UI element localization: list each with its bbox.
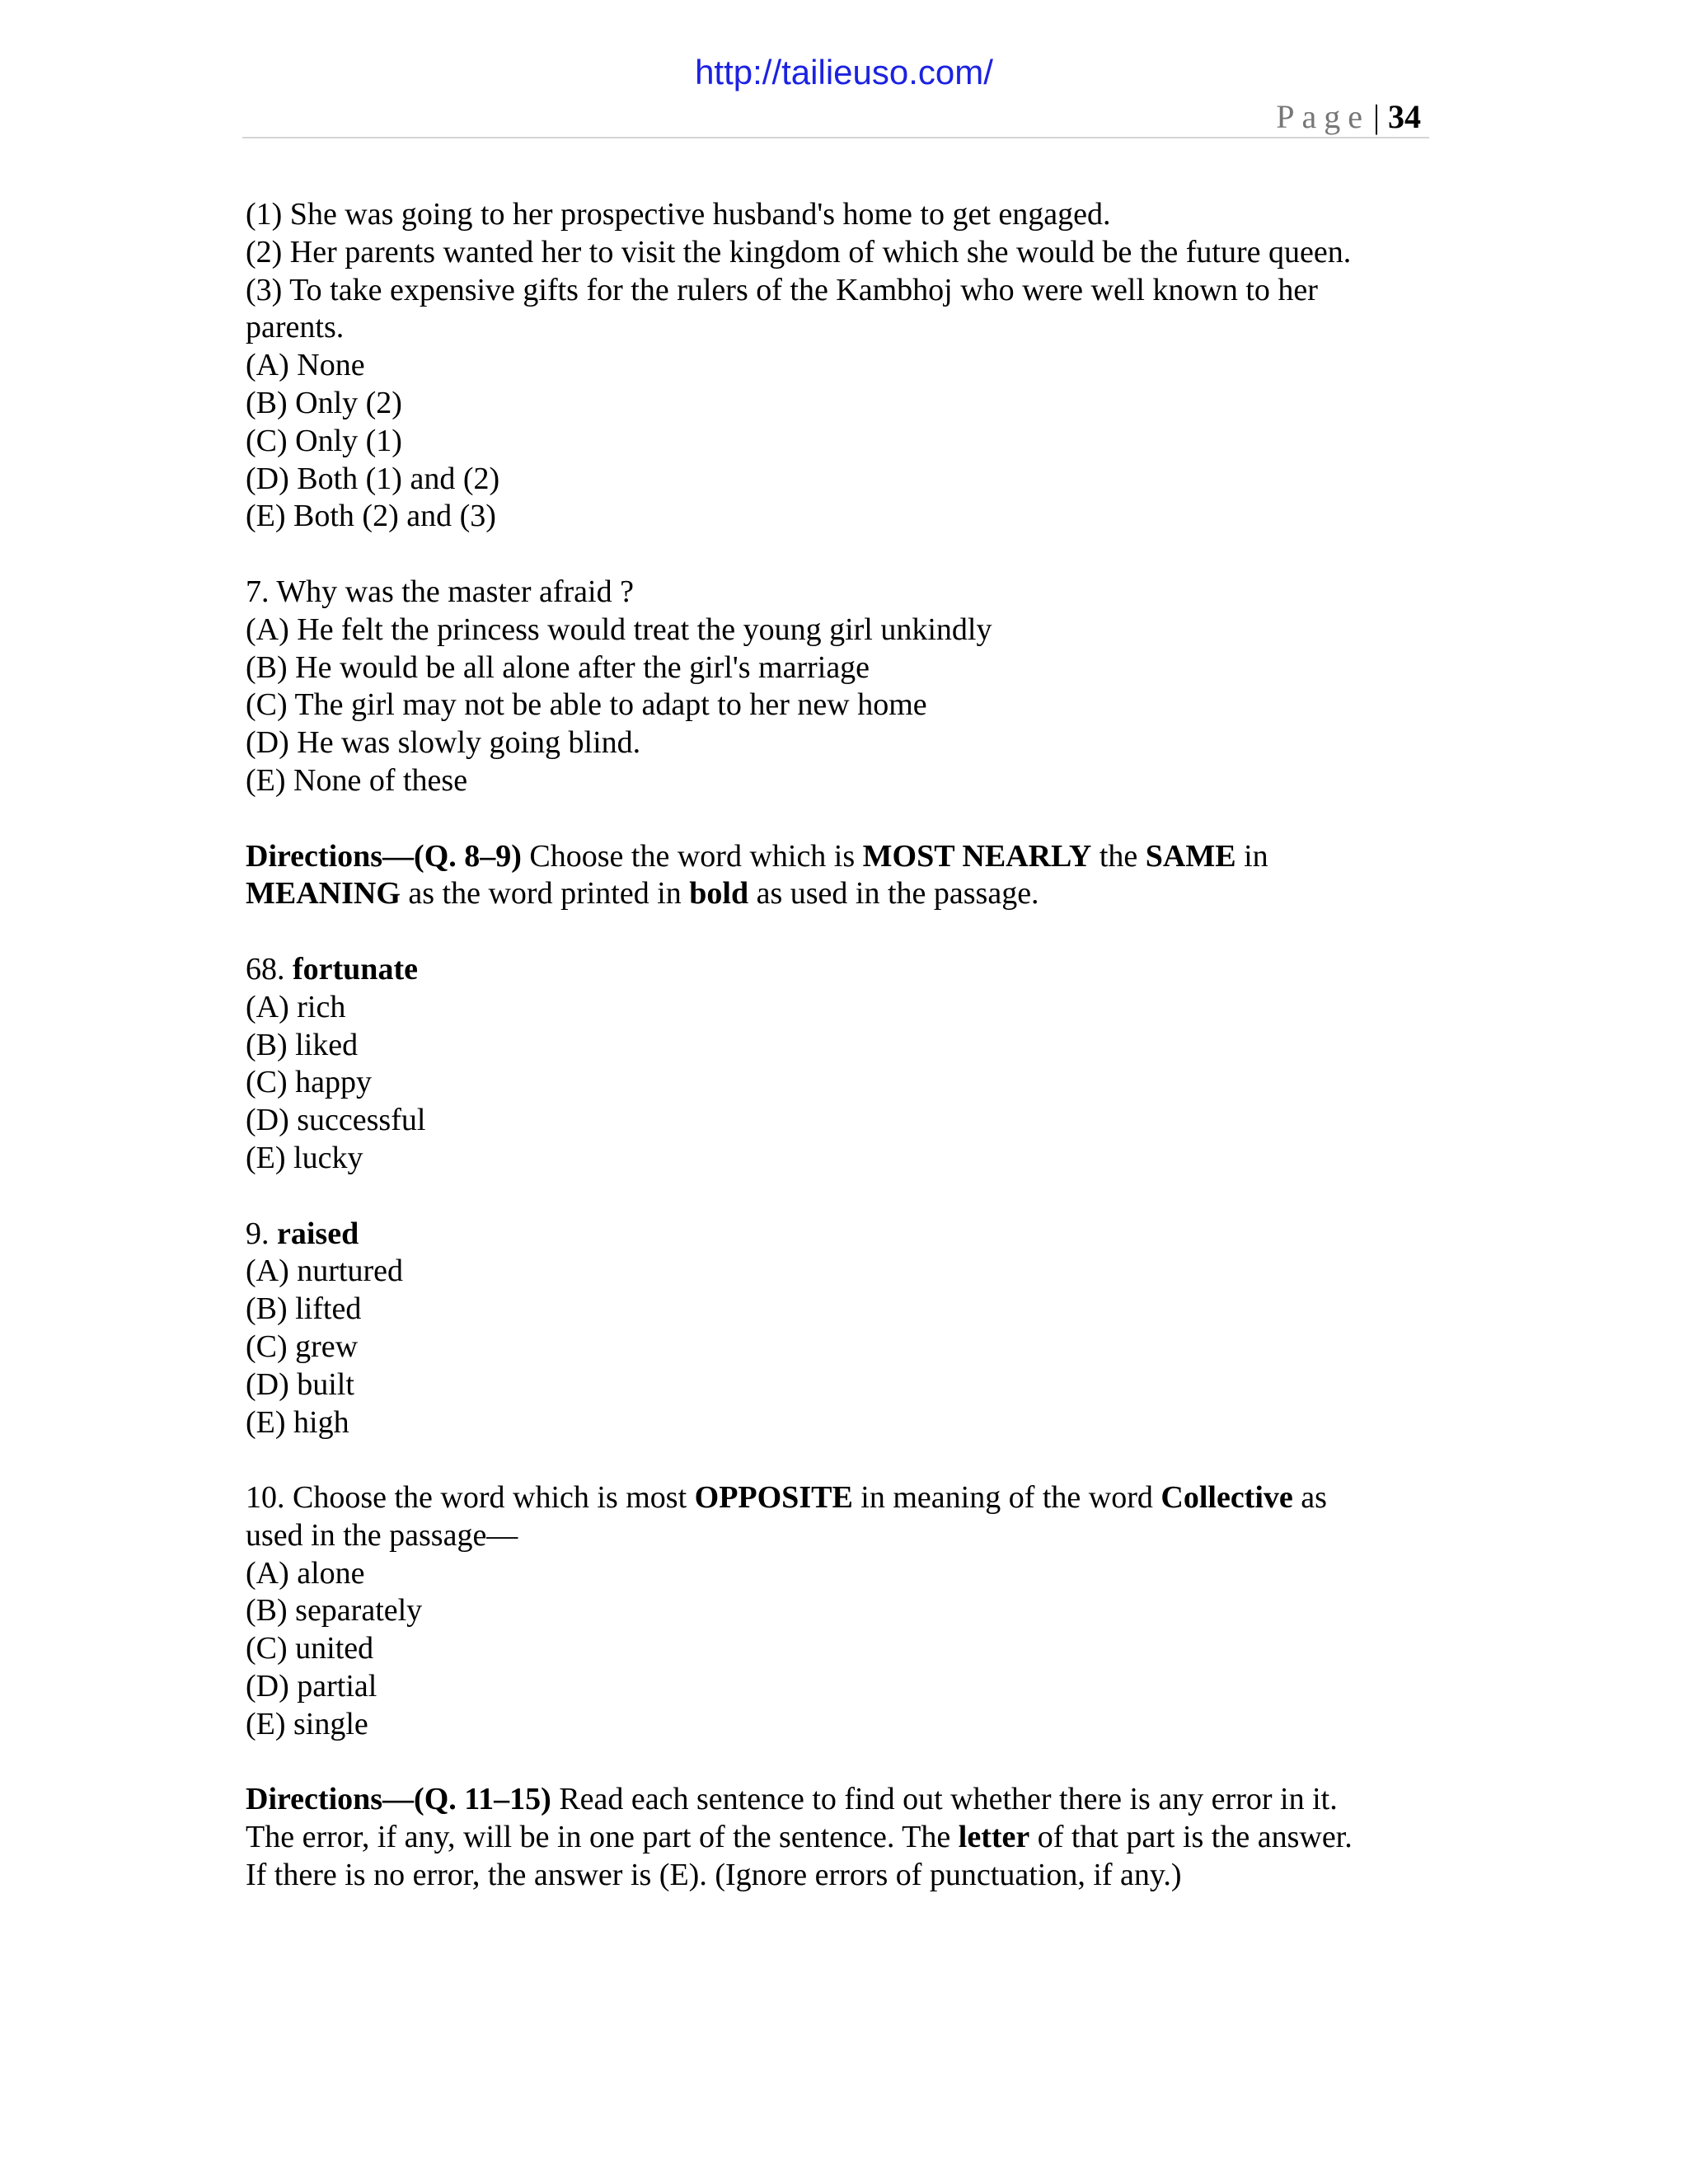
page-number [1276,97,1421,136]
bold-word: raised [277,1216,359,1251]
option-b: (B) separately [246,1593,423,1629]
document-body [246,196,1432,1895]
option-c: (C) The girl may not be able to adapt to her new home [246,687,927,723]
question-8 [246,951,1432,1178]
option-b: (B) He would be all alone after the girl's marriage [246,649,870,685]
option-c: (C) happy [246,1065,373,1100]
directions-8-9: Directions—(Q. 8–9) Choose the word which is MOST NEARLY the SAME in MEANING as the word printed in bold as used in the passage. [246,838,1268,912]
option-e: (E) single [246,1706,368,1741]
page-separator: | [1372,98,1380,135]
statement-2: (2) Her parents wanted her to visit the kingdom of which she would be the future queen. [246,234,1352,269]
question-7 [246,574,1432,800]
option-a: (A) alone [246,1555,365,1591]
q6-options [246,196,1432,536]
option-d: (D) successful [246,1103,426,1138]
directions-11-15: Directions—(Q. 11–15) Read each sentence to find out whether there is any error in it. The error, if any, will be in one part of the sentence. The letter of that part is the answer. If there is no error, the answer is (E). (Ignore errors of punctuation, if any.) [246,1782,1353,1893]
option-e: (E) Both (2) and (3) [246,499,496,534]
option-c: (C) grew [246,1329,359,1364]
question-text-continued: used in the passage— [246,1517,518,1553]
option-b: (B) lifted [246,1291,362,1327]
option-e: (E) high [246,1404,349,1440]
statement-1: (1) She was going to her prospective husband's home to get engaged. [246,197,1111,232]
option-a: (A) He felt the princess would treat the young girl unkindly [246,612,992,647]
question-text: 7. Why was the master afraid ? [246,574,634,609]
page-label: Page [1276,98,1370,135]
page-number-value: 34 [1388,98,1421,135]
option-d: (D) partial [246,1669,377,1704]
question-text: 9. raised [246,1216,359,1251]
directions-label: Directions—(Q. 11–15) [246,1782,551,1817]
option-b: (B) liked [246,1027,359,1062]
header-url-link[interactable]: http://tailieuso.com/ [695,53,993,91]
question-text: 68. fortunate [246,951,418,987]
header-divider [242,137,1429,138]
option-d: (D) He was slowly going blind. [246,725,641,761]
question-10 [246,1479,1432,1744]
question-9 [246,1216,1432,1442]
bold-word: fortunate [293,951,418,987]
option-e: (E) None of these [246,762,468,798]
option-a: (A) None [246,348,365,383]
statement-3-continued: parents. [246,310,345,345]
option-a: (A) rich [246,989,346,1024]
option-c: (C) united [246,1631,374,1666]
option-e: (E) lucky [246,1140,363,1175]
statement-3: (3) To take expensive gifts for the rulers of the Kambhoj who were well known to her [246,272,1318,307]
option-d: (D) built [246,1366,354,1402]
option-a: (A) nurtured [246,1254,403,1289]
directions-label: Directions—(Q. 8–9) [246,838,522,874]
option-b: (B) Only (2) [246,385,402,420]
option-d: (D) Both (1) and (2) [246,461,500,496]
question-text: 10. Choose the word which is most OPPOSITE in meaning of the word Collective as [246,1480,1327,1516]
option-c: (C) Only (1) [246,423,402,458]
